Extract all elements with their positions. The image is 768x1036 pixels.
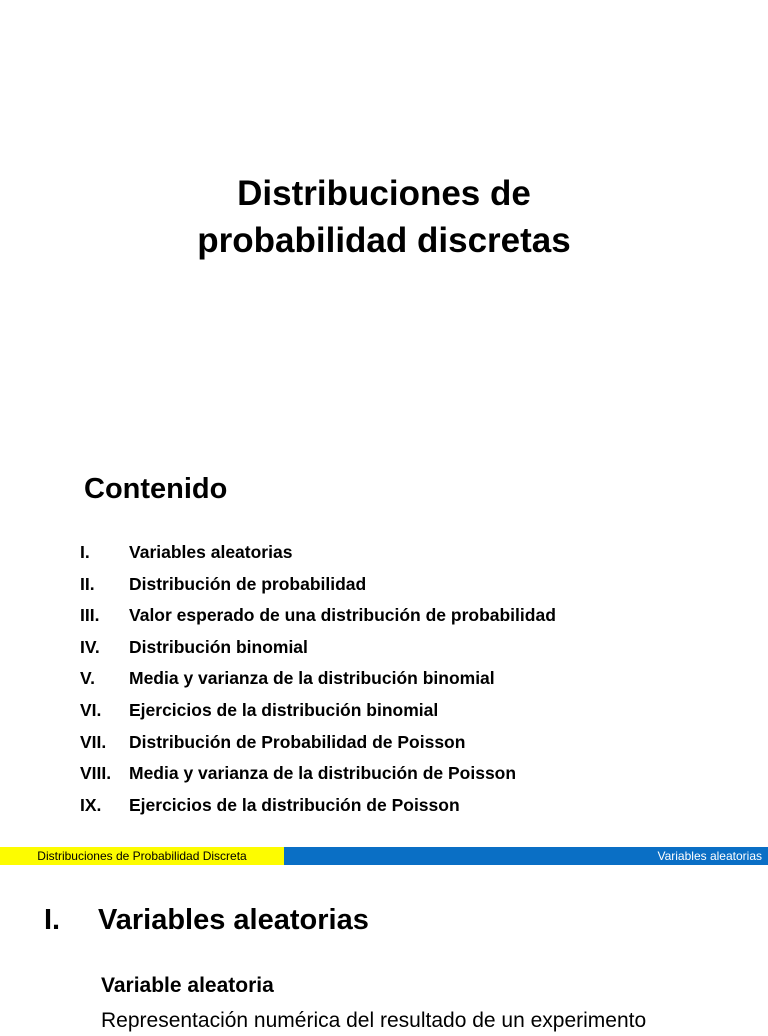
list-item <box>80 632 556 664</box>
item-number: III. <box>80 605 100 626</box>
item-label: Distribución de Probabilidad de Poisson <box>129 731 466 752</box>
list-item <box>80 569 556 601</box>
item-label: Ejercicios de la distribución de Poisson <box>129 794 460 815</box>
title-line-2: probabilidad discretas <box>197 221 571 260</box>
item-label: Valor esperado de una distribución de probabilidad <box>129 605 556 626</box>
section-banner <box>0 847 768 865</box>
list-item <box>80 695 556 727</box>
item-number: II. <box>80 573 95 594</box>
title-line-1: Distribuciones de <box>237 174 531 213</box>
item-number: I. <box>80 542 90 562</box>
title-slide <box>0 0 768 436</box>
item-number: IX. <box>80 794 102 815</box>
subheading: Variable aleatoria <box>101 974 274 997</box>
item-number: VII. <box>80 731 107 752</box>
item-label: Ejercicios de la distribución binomial <box>129 699 439 720</box>
item-label: Variables aleatorias <box>129 542 293 562</box>
item-number: IV. <box>80 636 100 657</box>
item-label: Media y varianza de la distribución binomial <box>129 668 495 689</box>
list-item <box>80 758 556 790</box>
item-number: V. <box>80 668 95 689</box>
section-number: I. <box>44 904 61 936</box>
item-number: VI. <box>80 699 102 720</box>
contents-heading: Contenido <box>84 473 228 505</box>
banner-course-title: Distribuciones de Probabilidad Discreta <box>0 847 284 865</box>
item-label: Distribución binomial <box>129 636 308 657</box>
list-item <box>80 537 556 569</box>
item-label: Distribución de probabilidad <box>129 573 367 594</box>
banner-section-title: Variables aleatorias <box>284 847 768 865</box>
section-heading <box>44 900 369 940</box>
item-number: VIII. <box>80 763 112 784</box>
list-item <box>80 790 556 822</box>
section-title: Variables aleatorias <box>98 904 369 936</box>
presentation-title <box>0 170 768 264</box>
list-item <box>80 727 556 759</box>
list-item <box>80 600 556 632</box>
contents-slide <box>0 436 768 836</box>
body-text: Representación numérica del resultado de un experimento <box>101 1009 647 1032</box>
item-label: Media y varianza de la distribución de Poisson <box>129 763 517 784</box>
list-item <box>80 663 556 695</box>
contents-list <box>80 537 556 821</box>
